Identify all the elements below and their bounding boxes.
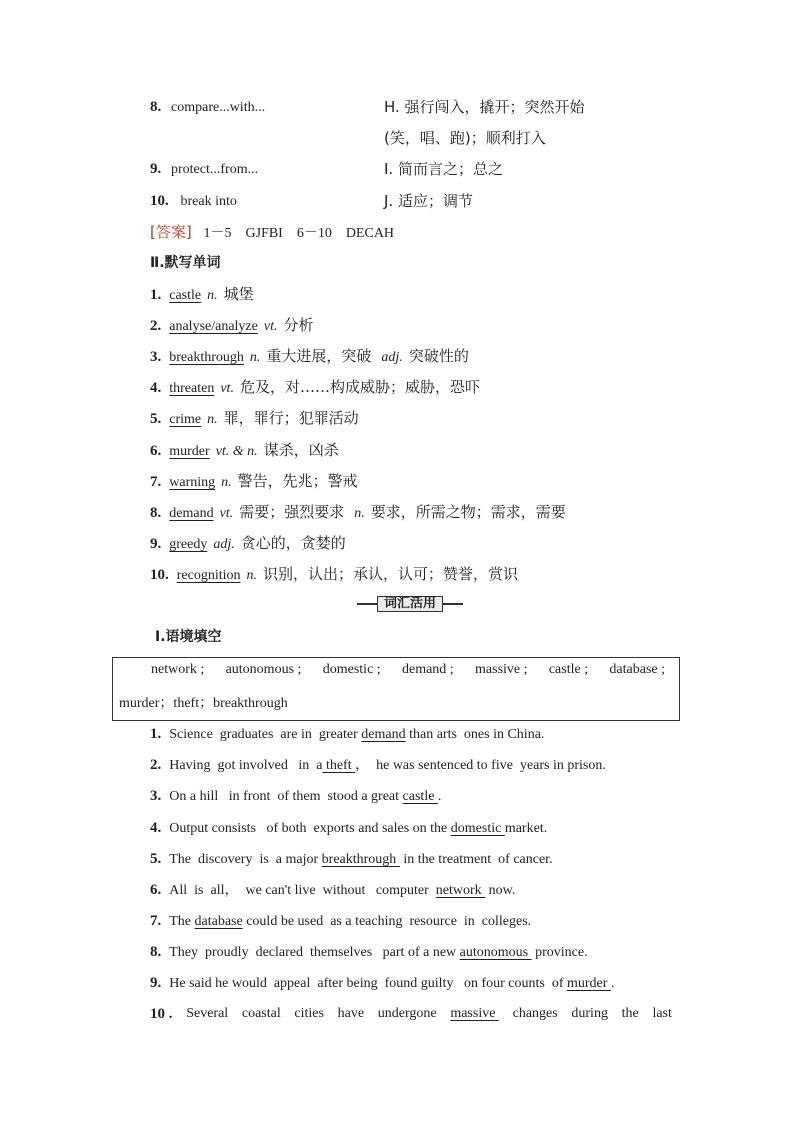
item-number: 9.: [150, 161, 162, 177]
item-number: 2.: [150, 757, 162, 773]
filled-answer: castle: [402, 789, 438, 804]
part-of-speech: adj.: [213, 537, 235, 552]
word: last: [652, 1006, 672, 1021]
phrase: compare...with...: [171, 100, 266, 115]
sentence-8: [150, 942, 588, 963]
part-of-speech: n.: [246, 568, 258, 583]
phrase: protect...from...: [171, 162, 259, 177]
section-badge: [357, 596, 463, 612]
answer-word: analyse/analyze: [169, 319, 258, 334]
sentence-6: [150, 880, 515, 901]
item-number: 5.: [150, 411, 162, 427]
vocab-item: [150, 564, 518, 586]
sentence-text-after: market.: [504, 821, 548, 836]
part-of-speech: n.: [207, 412, 218, 427]
meaning: 警告，先兆；警戒: [237, 472, 358, 490]
sentence-10: [150, 1004, 672, 1024]
sentence-text-after: than arts ones in China.: [405, 727, 545, 742]
sentence-text-after: ， he was sentenced to five years in prison.: [355, 758, 606, 773]
answer-tag: [答案]: [150, 223, 192, 241]
matching-row-8: [150, 97, 265, 118]
sentence-text-before: He said he would appeal after being found guilty on four counts of: [169, 976, 567, 991]
definition-J: J. 适应；调节: [384, 192, 473, 210]
sentence-text-before: The discovery is a major: [169, 852, 322, 867]
answer-word: breakthrough: [169, 350, 244, 365]
definition-I: I. 简而言之；总之: [384, 160, 503, 178]
meaning-2: 突破性的: [408, 347, 469, 365]
item-number: 6.: [150, 882, 162, 898]
item-number: 10 .: [150, 1006, 173, 1022]
word-bank-word: demand ;: [401, 662, 454, 677]
word-bank-word: network ;: [151, 662, 205, 677]
phrase: break into: [180, 194, 237, 209]
item-number: 8.: [150, 944, 162, 960]
section-title-fill: Ⅰ.语境填空: [155, 629, 222, 645]
item-number: 3.: [150, 788, 162, 804]
answer-word: castle: [169, 288, 202, 303]
word: undergone: [377, 1006, 437, 1021]
filled-answer: network: [435, 883, 486, 898]
sentence-text-after: province.: [531, 945, 588, 960]
sentence-text-before: On a hill in front of them stood a great: [169, 789, 403, 804]
vocab-item: [150, 533, 346, 555]
item-number: 5.: [150, 851, 162, 867]
meaning: 贪心的，贪婪的: [240, 534, 346, 552]
answer-word: demand: [169, 506, 214, 521]
section-title-vocab: Ⅱ.默写单词: [150, 255, 221, 271]
answer-word: crime: [169, 412, 202, 427]
word-bank-word: massive ;: [475, 662, 528, 677]
item-number: 9.: [150, 975, 162, 991]
meaning: 识别，认出；承认，认可；赞誉，赏识: [263, 565, 519, 583]
item-number: 9.: [150, 536, 162, 552]
sentence-text-before: Output consists of both exports and sales on the: [169, 821, 451, 836]
word: Several: [186, 1006, 229, 1021]
sentence-7: [150, 911, 531, 932]
item-number: 6.: [150, 443, 162, 459]
answer-word: greedy: [169, 537, 208, 552]
sentence-text-after: now.: [485, 883, 516, 898]
part-of-speech: vt.: [219, 506, 234, 521]
vocab-item: [150, 346, 469, 368]
item-number: 10.: [150, 567, 169, 583]
item-number: 4.: [150, 380, 162, 396]
vocab-item: [150, 502, 566, 524]
word-bank-box: [112, 657, 680, 721]
matching-row-10: [150, 191, 237, 212]
answer-word: murder: [169, 444, 210, 459]
word-bank-word: autonomous ;: [225, 662, 302, 677]
filled-answer: massive: [450, 1006, 499, 1021]
item-number: 4.: [150, 820, 162, 836]
sentence-text-before: Science graduates are in greater: [169, 727, 362, 742]
meaning: 城堡: [223, 285, 254, 303]
part-of-speech: vt.: [263, 319, 278, 334]
vocab-item: [150, 377, 480, 399]
part-of-speech: vt.: [220, 381, 234, 396]
sentence-4: [150, 818, 547, 839]
filled-answer: autonomous: [459, 945, 532, 960]
meaning: 危及，对……构成威胁；威胁，恐吓: [239, 378, 480, 396]
matching-row-9: [150, 159, 258, 180]
sentence-text-before: They proudly declared themselves part of a new: [169, 945, 460, 960]
answer-word: threaten: [169, 381, 215, 396]
sentence-text-after: in the treatment of cancer.: [399, 852, 553, 867]
filled-answer: domestic: [450, 821, 505, 836]
filled-answer: breakthrough: [321, 852, 400, 867]
part-of-speech-2: adj.: [381, 350, 403, 365]
vocab-item: [150, 315, 314, 337]
word-bank-line-1: [151, 662, 665, 678]
item-number: 7.: [150, 913, 162, 929]
answer-word: warning: [169, 475, 216, 490]
item-number: 8.: [150, 505, 162, 521]
part-of-speech: n.: [221, 475, 232, 490]
vocab-item: [150, 284, 254, 306]
item-number: 8.: [150, 99, 162, 115]
part-of-speech: n.: [207, 288, 218, 303]
sentence-2: [150, 755, 606, 776]
answer-line: [150, 222, 394, 244]
word-bank-word: database ;: [609, 662, 665, 677]
word-bank-word: domestic ;: [322, 662, 381, 677]
filled-answer: database: [194, 914, 243, 929]
vocab-item: [150, 408, 359, 430]
part-of-speech: vt. & n.: [215, 444, 258, 459]
sentence-9: [150, 973, 614, 994]
answer-text: 1－5 GJFBI 6－10 DECAH: [203, 226, 395, 241]
part-of-speech: n.: [249, 350, 261, 365]
filled-answer: demand: [361, 727, 406, 742]
word: cities: [294, 1006, 324, 1021]
word: the: [621, 1006, 639, 1021]
badge-label: 词汇活用: [377, 596, 443, 612]
word: coastal: [241, 1006, 281, 1021]
answer-word: recognition: [176, 568, 241, 583]
sentence-text-after: .: [610, 976, 615, 991]
word-bank-line-2: murder；theft；breakthrough: [119, 696, 288, 711]
word-bank-word: castle ;: [548, 662, 589, 677]
filled-answer: theft: [322, 758, 356, 773]
item-number: 1.: [150, 287, 162, 303]
meaning-2: 要求，所需之物；需求，需要: [370, 503, 566, 521]
sentence-3: [150, 786, 441, 807]
sentence-text-before: The: [169, 914, 195, 929]
sentence-text-before: All is all， we can't live without computer: [169, 883, 436, 898]
meaning: 分析: [283, 316, 314, 334]
filled-answer: murder: [567, 976, 611, 991]
sentence-text-after: .: [437, 789, 442, 804]
word: changes: [512, 1006, 558, 1021]
item-number: 2.: [150, 318, 162, 334]
meaning: 重大进展，突破: [266, 347, 372, 365]
meaning: 谋杀，凶杀: [263, 441, 339, 459]
vocab-item: [150, 471, 358, 493]
definition-H-cont: (笑，唱、跑)；顺利打入: [384, 129, 546, 147]
sentence-text-before: Having got involved in a: [169, 758, 323, 773]
word: during: [571, 1006, 608, 1021]
sentence-5: [150, 849, 553, 870]
part-of-speech-2: n.: [354, 506, 365, 521]
item-number: 10.: [150, 193, 169, 209]
word: have: [337, 1006, 365, 1021]
sentence-text-after: could be used as a teaching resource in colleges.: [242, 914, 532, 929]
meaning: 罪，罪行；犯罪活动: [223, 409, 359, 427]
vocab-item: [150, 440, 339, 462]
item-number: 3.: [150, 349, 162, 365]
sentence-1: [150, 724, 544, 745]
item-number: 7.: [150, 474, 162, 490]
meaning: 需要；强烈要求: [239, 503, 345, 521]
definition-H: H. 强行闯入，撬开；突然开始: [384, 98, 585, 116]
item-number: 1.: [150, 726, 162, 742]
